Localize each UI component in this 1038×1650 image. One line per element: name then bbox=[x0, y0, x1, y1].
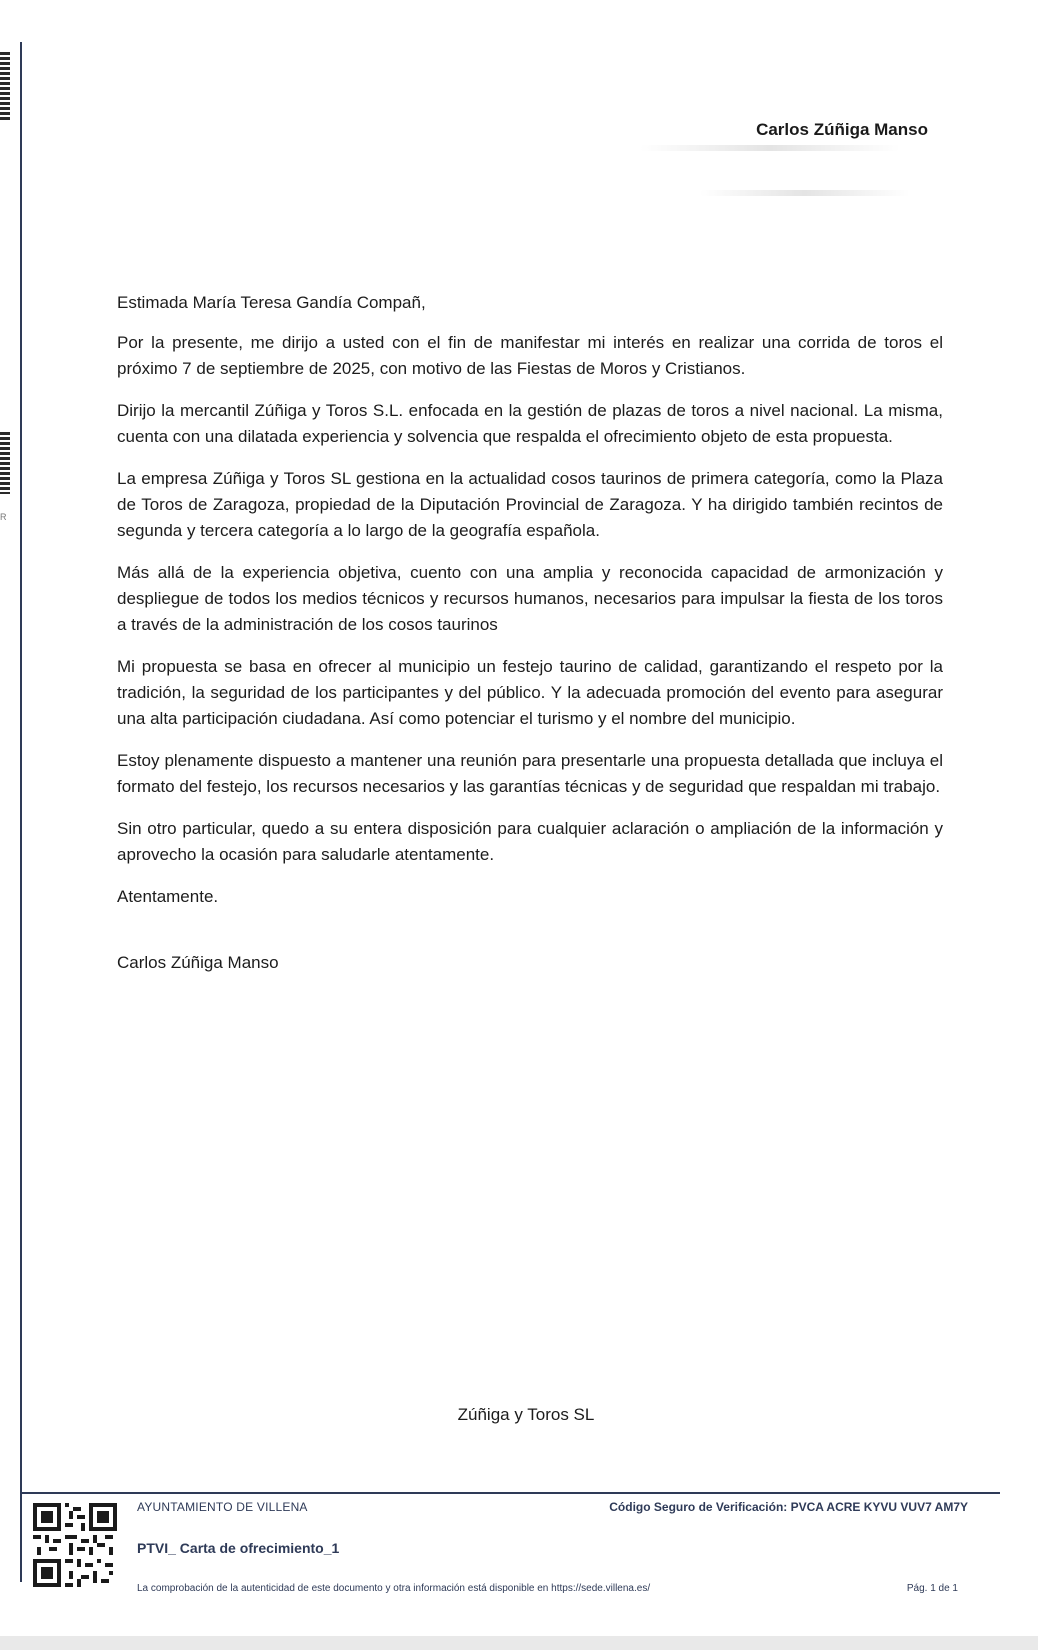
letter-paragraph-2: Dirijo la mercantil Zúñiga y Toros S.L. enfocada en la gestión de plazas de toros a nivel nacional. La misma, cuenta con una dilatada experiencia y solvencia que respalda el ofrecimiento objeto de esta propuesta. bbox=[117, 401, 943, 446]
footer-organization: AYUNTAMIENTO DE VILLENA bbox=[137, 1500, 308, 1514]
side-barcode-top bbox=[0, 52, 10, 120]
company-name bbox=[0, 1405, 1038, 1425]
letter-paragraph-4: Más allá de la experiencia objetiva, cuento con una amplia y reconocida capacidad de armonización y despliegue de todos los medios técnicos y recursos humanos, necesarios para impulsar la fiesta de los toros a través de la administración de los cosos taurinos bbox=[117, 563, 943, 634]
footer-divider bbox=[20, 1492, 1000, 1494]
letter-paragraph-3: La empresa Zúñiga y Toros SL gestiona en la actualidad cosos taurinos de primera categoría, como la Plaza de Toros de Zaragoza, propiedad de la Diputación Provincial de Zaragoza. Y ha dirigido también recintos de segunda y tercera categoría a lo largo de la geografía española. bbox=[117, 469, 943, 540]
footer-verification-code: Código Seguro de Verificación: PVCA ACRE KYVU VUV7 AM7Y bbox=[609, 1500, 968, 1514]
qr-code-icon bbox=[33, 1503, 117, 1587]
letter-signature: Carlos Zúñiga Manso bbox=[117, 953, 279, 972]
letter-greeting: Estimada María Teresa Gandía Compañ, bbox=[117, 293, 426, 312]
letter-body bbox=[117, 290, 943, 976]
side-barcode-middle bbox=[0, 432, 10, 494]
left-margin-rule bbox=[20, 42, 22, 1582]
letter-paragraph-7: Sin otro particular, quedo a su entera disposición para cualquier aclaración o ampliación de la información y aprovecho la ocasión para saludarle atentamente. bbox=[117, 819, 943, 864]
letter-paragraph-6: Estoy plenamente dispuesto a mantener una reunión para presentarle una propuesta detallada que incluya el formato del festejo, los recursos necesarios y las garantías técnicas y de seguridad que respaldan mi trabajo. bbox=[117, 751, 943, 796]
letter-paragraph-1: Por la presente, me dirijo a usted con el fin de manifestar mi interés en realizar una corrida de toros el próximo 7 de septiembre de 2025, con motivo de las Fiestas de Moros y Cristianos. bbox=[117, 333, 943, 378]
redacted-line-1 bbox=[640, 145, 900, 151]
footer-page-number: Pág. 1 de 1 bbox=[906, 1583, 958, 1594]
letter-closing: Atentamente. bbox=[117, 887, 219, 906]
side-letter: R bbox=[0, 512, 7, 522]
bottom-band bbox=[0, 1636, 1038, 1650]
author-name-header: Carlos Zúñiga Manso bbox=[756, 120, 928, 139]
footer-authenticity-note: La comprobación de la autenticidad de este documento y otra información está disponible en https://sede.villena.es/ bbox=[137, 1583, 651, 1594]
company-name-text: Zúñiga y Toros SL bbox=[457, 1405, 595, 1424]
footer-document-name: PTVI_ Carta de ofrecimiento_1 bbox=[137, 1540, 340, 1556]
redacted-line-2 bbox=[700, 190, 910, 196]
letter-paragraph-5: Mi propuesta se basa en ofrecer al municipio un festejo taurino de calidad, garantizando el respeto por la tradición, la seguridad de los participantes y del público. Y la adecuada promoción del evento para asegurar una alta participación ciudadana. Así como potenciar el turismo y el nombre del municipio. bbox=[117, 657, 943, 728]
